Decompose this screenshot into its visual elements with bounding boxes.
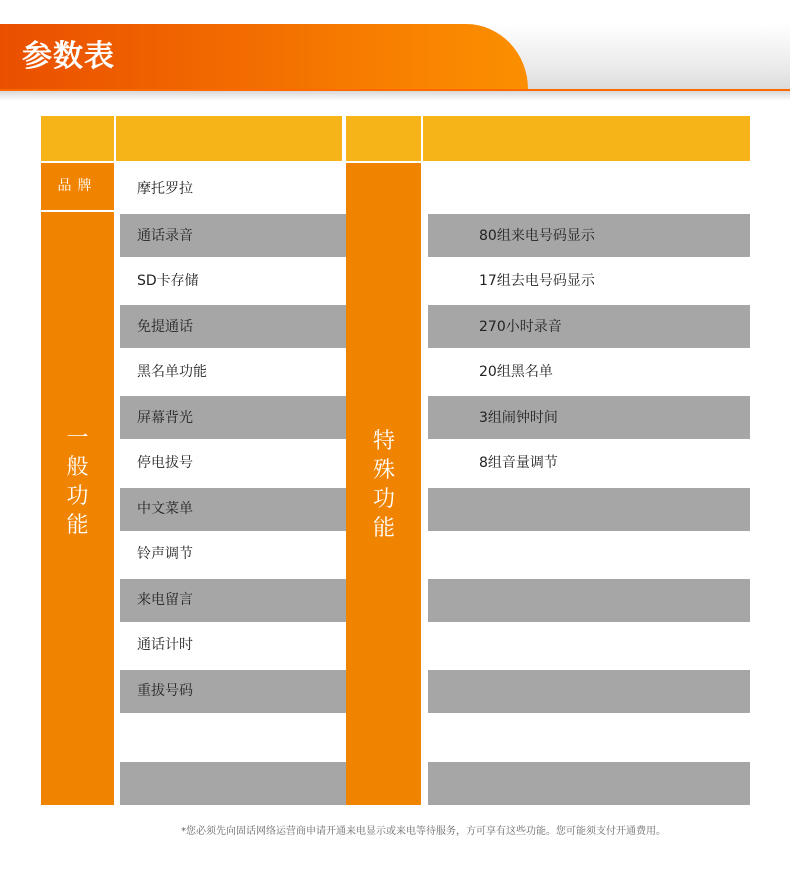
row-stripe (428, 488, 750, 531)
general-features-label (41, 424, 114, 540)
general-item: 免提通话 (137, 319, 193, 335)
general-item: 通话录音 (137, 228, 193, 244)
general-item: SD卡存储 (137, 273, 199, 289)
general-features-label-text (41, 424, 114, 540)
brand-label: 品牌 (57, 178, 98, 194)
special-item: 17组去电号码显示 (479, 273, 595, 289)
footnote: *您必须先向固话网络运营商申请开通来电显示或来电等待服务，方可享有这些功能。您可能须支付开通费用。 (181, 826, 666, 837)
special-item: 80组来电号码显示 (479, 228, 595, 244)
special-item: 270小时录音 (479, 319, 562, 335)
special-features-label-text (347, 427, 421, 543)
general-item: 中文菜单 (137, 501, 193, 517)
special-item: 8组音量调节 (479, 455, 558, 471)
page-title: 参数表 (22, 39, 115, 74)
vertical-label-char: 功 (66, 484, 89, 509)
general-item: 黑名单功能 (137, 364, 207, 380)
row-stripe (428, 579, 750, 622)
general-item: 通话计时 (137, 637, 193, 653)
vertical-label-char: 能 (66, 513, 89, 538)
header-shadow (0, 91, 790, 101)
row-stripe (120, 762, 346, 805)
general-item: 屏幕背光 (137, 410, 193, 426)
brand-value: 摩托罗拉 (137, 181, 193, 197)
vertical-label-char: 功 (372, 487, 395, 512)
row-stripe (428, 762, 750, 805)
table-header-cell-2 (116, 116, 342, 161)
vertical-label-char: 殊 (372, 458, 395, 483)
row-stripe (428, 305, 750, 348)
special-features-label (347, 427, 421, 543)
vertical-label-char: 一 (66, 426, 89, 451)
general-item: 铃声调节 (137, 546, 193, 562)
vertical-label-char: 般 (66, 455, 89, 480)
general-item: 重拔号码 (137, 683, 193, 699)
general-item: 来电留言 (137, 592, 193, 608)
table-header-cell-3 (346, 116, 421, 161)
row-stripe (428, 670, 750, 713)
table-header-cell-1 (41, 116, 114, 161)
vertical-label-char: 能 (372, 516, 395, 541)
special-item: 3组闹钟时间 (479, 410, 558, 426)
vertical-label-char: 特 (372, 429, 395, 454)
special-item: 20组黑名单 (479, 364, 553, 380)
row-stripe (428, 396, 750, 439)
table-header-cell-4 (423, 116, 750, 161)
general-item: 停电拔号 (137, 455, 193, 471)
